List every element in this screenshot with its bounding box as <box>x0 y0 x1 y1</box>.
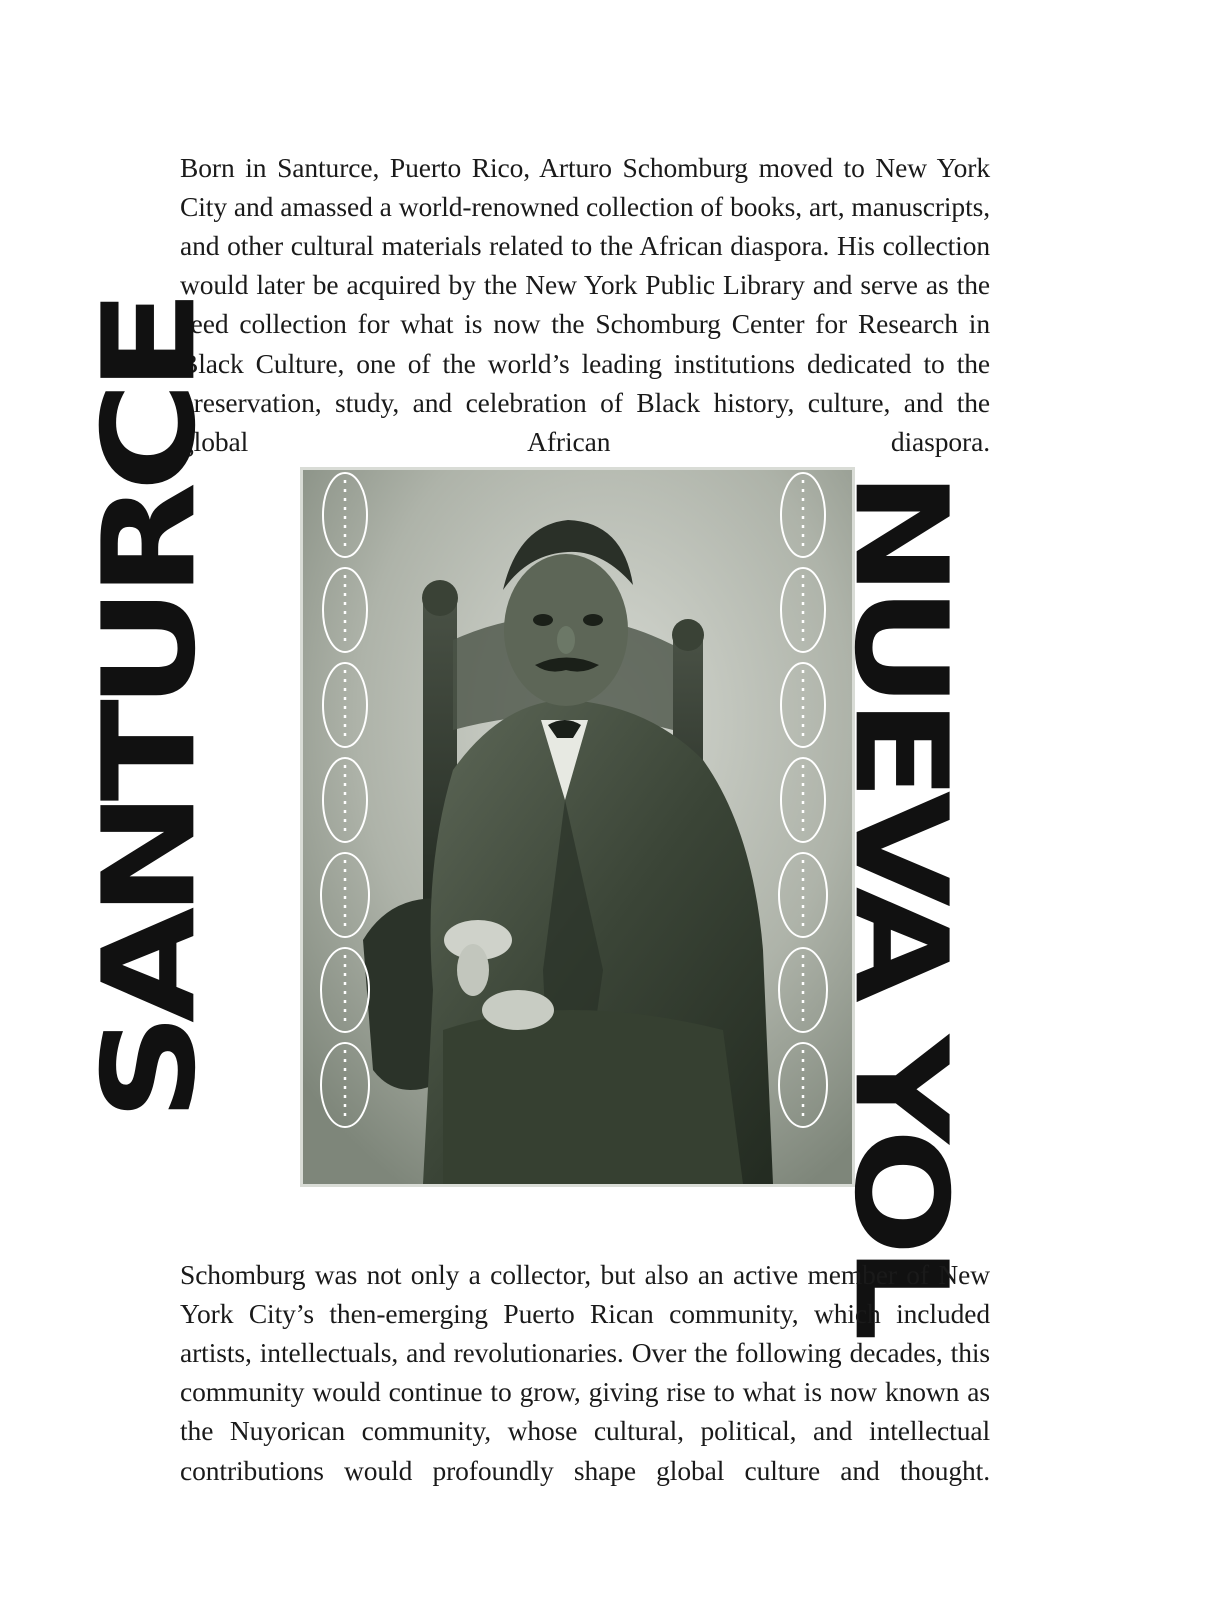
schomburg-portrait-photo <box>300 467 855 1187</box>
santurce-title: SANTURCE <box>76 299 224 1121</box>
head <box>503 520 633 706</box>
portrait-illustration <box>303 470 852 1184</box>
nueva-yol-title: NUEVA YOL <box>826 471 974 1332</box>
intro-paragraph: Born in Santurce, Puerto Rico, Arturo Schomburg moved to New York City and amassed a world-renowned collection of books, art, manuscripts, and other cultural materials related to the African diaspora. His collection would later be acquired by the New York Public Library and serve as the seed collection for what is now the Schomburg Center for Research in Black Culture, one of the world’s leading institutions dedicated to the preservation, study, and celebration of Black history, culture, and the global African diaspora. <box>180 151 990 457</box>
community-paragraph: Schomburg was not only a collector, but also an active member of New York City’s then-emerging Puerto Rican community, which included artists, intellectuals, and revolutionaries. Over the following decades, this community would continue to grow, giving rise to what is now known as the Nuyorican community, whose cultural, political, and intellectual contributions would profoundly shape global culture and thought. <box>180 1258 990 1486</box>
